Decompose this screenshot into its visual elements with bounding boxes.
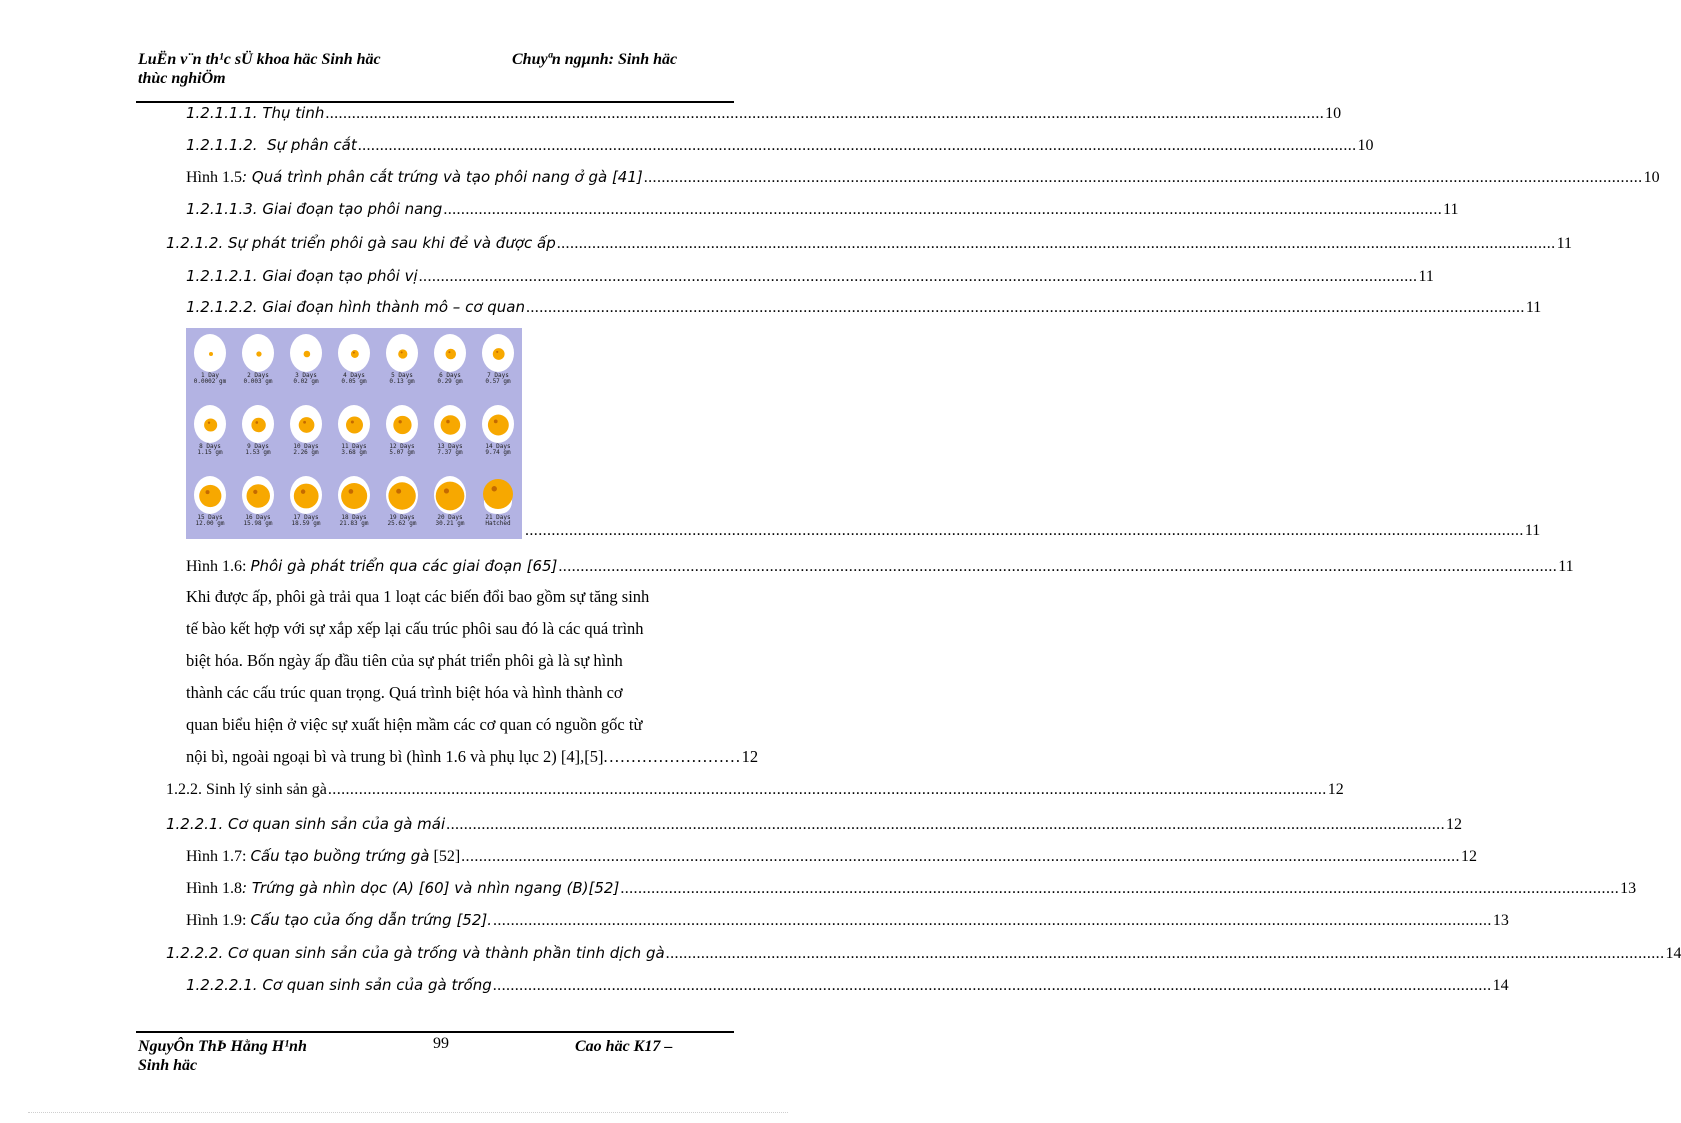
- egg-embryo-icon: [189, 332, 231, 374]
- toc-leader: [526, 297, 1525, 319]
- paragraph-line: thành các cấu trúc quan trọng. Quá trình biệt hóa và hình thành cơ: [186, 683, 623, 702]
- toc-page: 13: [1492, 912, 1509, 929]
- embryo-stage: [282, 332, 330, 402]
- stage-caption: [186, 515, 234, 527]
- header-specialty: Chuyªn ngµnh: Sinh häc: [512, 51, 678, 68]
- stage-caption: [426, 373, 474, 385]
- stage-day-label: 16 Days: [245, 514, 271, 521]
- toc-entry[interactable]: 1.2.2.1. Cơ quan sinh sản của gà mái ..... 12: [166, 813, 728, 835]
- stage-weight-label: 0.13 gm: [389, 378, 415, 385]
- embryo-stage: [426, 474, 474, 544]
- embryo-stage: [330, 474, 378, 544]
- egg-embryo-icon: [333, 332, 375, 374]
- stage-weight-label: 1.53 gm: [245, 449, 271, 456]
- egg-embryo-icon: [189, 474, 231, 516]
- toc-page: 13: [1620, 880, 1637, 897]
- toc-page: 14: [1492, 977, 1509, 994]
- stage-day-label: 1 Day: [200, 372, 220, 379]
- body-paragraph: [186, 581, 759, 773]
- embryo-stage: [186, 403, 234, 473]
- stage-weight-label: 21.83 gm: [339, 520, 369, 527]
- stage-day-label: 19 Days: [389, 514, 415, 521]
- stage-caption: [474, 373, 522, 385]
- toc-leader: [666, 943, 1665, 965]
- toc-leader: [461, 846, 1460, 868]
- toc-page: 11: [1524, 522, 1541, 539]
- embryo-stage: [330, 403, 378, 473]
- stage-day-label: 20 Days: [437, 514, 463, 521]
- egg-embryo-icon: [285, 403, 327, 445]
- egg-embryo-icon: [429, 403, 471, 445]
- stage-weight-label: 0.05 gm: [341, 378, 367, 385]
- paragraph-line: biệt hóa. Bốn ngày ấp đầu tiên của sự phát triển phôi gà là sự hình: [186, 651, 623, 670]
- stage-day-label: 8 Days: [199, 443, 221, 450]
- stage-day-label: 11 Days: [341, 443, 367, 450]
- page-number: 99: [433, 1035, 449, 1052]
- toc-leader: [525, 520, 1524, 542]
- stage-weight-label: 0.0002 gm: [193, 378, 227, 385]
- toc-leader: [358, 135, 1357, 157]
- toc-page: 10: [1643, 169, 1660, 186]
- toc-entry[interactable]: 1.2.1.2. Sự phát triển phôi gà sau khi đẻ và được ấp ..... 11: [166, 232, 728, 254]
- toc-entry[interactable]: 1.2.1.1.3. Giai đoạn tạo phôi nang ..... 11: [186, 198, 728, 220]
- footer-author-line2: Sinh häc: [138, 1057, 198, 1074]
- embryo-stage: [474, 403, 522, 473]
- stage-caption: [282, 515, 330, 527]
- toc-page: 11: [1443, 201, 1459, 218]
- embryo-stage: [330, 332, 378, 402]
- stage-day-label: 14 Days: [485, 443, 511, 450]
- embryo-stage: [426, 332, 474, 402]
- egg-embryo-icon: [333, 403, 375, 445]
- stage-weight-label: 9.74 gm: [485, 449, 511, 456]
- embryo-stage: [474, 474, 522, 544]
- footer-course: Cao häc K17 –: [575, 1038, 673, 1055]
- toc-leader: [443, 199, 1442, 221]
- footer-author-line1: NguyÔn ThÞ Hằng H¹nh: [138, 1038, 307, 1055]
- toc-leader: [493, 910, 1492, 932]
- toc-page: 12: [1327, 781, 1344, 798]
- embryo-stage: [186, 474, 234, 544]
- toc-entry[interactable]: 1.2.2.2.1. Cơ quan sinh sản của gà trống ..... 14: [186, 974, 728, 996]
- toc-leader: [644, 167, 1643, 189]
- toc-leader: [325, 103, 1324, 125]
- toc-page: 11: [1558, 558, 1574, 575]
- toc-entry[interactable]: 1.2.2. Sinh lý sinh sản gà ..... 12: [166, 779, 728, 801]
- toc-entry[interactable]: 1.2.1.2.2. Giai đoạn hình thành mô – cơ quan ..... 11: [186, 296, 728, 318]
- embryo-stage: [378, 474, 426, 544]
- embryo-stage: [474, 332, 522, 402]
- stage-day-label: 21 Days: [485, 514, 511, 521]
- toc-entry[interactable]: 1.2.2.2. Cơ quan sinh sản của gà trống và thành phần tinh dịch gà ..... 14: [166, 942, 728, 964]
- stage-caption: [282, 444, 330, 456]
- toc-page: 14: [1665, 945, 1681, 962]
- stage-weight-label: 0.02 gm: [293, 378, 319, 385]
- egg-embryo-icon: [333, 474, 375, 516]
- stage-caption: [234, 444, 282, 456]
- paragraph-line: tế bào kết hợp với sự xắp xếp lại cấu trúc phôi sau đó là các quá trình: [186, 619, 644, 638]
- stage-day-label: 7 Days: [487, 372, 509, 379]
- toc-leader: [558, 556, 1557, 578]
- stage-caption: [330, 444, 378, 456]
- stage-day-label: 5 Days: [391, 372, 413, 379]
- paragraph-last-line: nội bì, ngoài ngoại bì và trung bì (hình 1.6 và phụ lục 2) [4],[5]. …………………… 12: [186, 741, 728, 773]
- paragraph-line: quan biểu hiện ở việc sự xuất hiện mầm các cơ quan có nguồn gốc từ: [186, 715, 643, 734]
- egg-embryo-icon: [189, 403, 231, 445]
- stage-weight-label: 15.98 gm: [243, 520, 273, 527]
- stage-weight-label: 2.26 gm: [293, 449, 319, 456]
- footer-rule: [136, 1031, 734, 1033]
- stage-caption: [378, 515, 426, 527]
- embryo-stage: [378, 403, 426, 473]
- footer-author: [138, 1037, 307, 1075]
- stage-day-label: 4 Days: [343, 372, 365, 379]
- embryo-stage: [234, 403, 282, 473]
- toc-entry[interactable]: 1.2.1.2.1. Giai đoạn tạo phôi vị ..... 11: [186, 265, 728, 287]
- stage-weight-label: 0.29 gm: [437, 378, 463, 385]
- stage-day-label: 18 Days: [341, 514, 367, 521]
- embryo-stage: [234, 474, 282, 544]
- toc-page: 10: [1325, 105, 1342, 122]
- embryo-stage: [234, 332, 282, 402]
- toc-leader: [328, 779, 1327, 801]
- egg-embryo-icon: [381, 332, 423, 374]
- toc-page: 11: [1525, 299, 1542, 316]
- toc-figure-entry[interactable]: Hình 1.5: Quá trình phân cắt trứng và tạo phôi nang ở gà [41] ..... 10: [186, 166, 728, 188]
- toc-leader: [446, 814, 1445, 836]
- header-thesis-title: [138, 50, 458, 88]
- stage-caption: [282, 373, 330, 385]
- egg-embryo-icon: [429, 332, 471, 374]
- egg-embryo-icon: [381, 403, 423, 445]
- stage-weight-label: 0.57 gm: [485, 378, 511, 385]
- stage-weight-label: 1.15 gm: [197, 449, 223, 456]
- toc-figure-entry[interactable]: Hình 1.6: Phôi gà phát triển qua các giai đoạn [65] ..... 11: [186, 555, 728, 577]
- stage-caption: [330, 373, 378, 385]
- stage-day-label: 13 Days: [437, 443, 463, 450]
- toc-page: 10: [1357, 137, 1374, 154]
- toc-leader: [419, 266, 1418, 288]
- stage-caption: [378, 444, 426, 456]
- toc-figure-image-entry[interactable]: [524, 520, 1541, 542]
- embryo-development-figure: [186, 328, 522, 539]
- stage-weight-label: 18.59 gm: [291, 520, 321, 527]
- stage-caption: [234, 373, 282, 385]
- toc-page: 11: [1556, 235, 1572, 252]
- egg-embryo-icon: [477, 332, 519, 374]
- bottom-divider: [28, 1112, 788, 1113]
- header-title-line2: thùc nghiÖm: [138, 70, 226, 87]
- egg-embryo-icon: [237, 403, 279, 445]
- egg-embryo-icon: [285, 474, 327, 516]
- toc-leader: [493, 975, 1492, 997]
- egg-embryo-icon: [237, 332, 279, 374]
- embryo-stage: [426, 403, 474, 473]
- stage-weight-label: 12.00 gm: [195, 520, 225, 527]
- toc-page: 12: [1445, 816, 1462, 833]
- paragraph-line: Khi được ấp, phôi gà trải qua 1 loạt các biến đổi bao gồm sự tăng sinh: [186, 587, 650, 606]
- stage-day-label: 12 Days: [389, 443, 415, 450]
- stage-caption: [186, 444, 234, 456]
- embryo-stage: [378, 332, 426, 402]
- embryo-stage: [282, 474, 330, 544]
- embryo-stage: [186, 332, 234, 402]
- toc-figure-entry[interactable]: Hình 1.7: Cấu tạo buồng trứng gà [52] ..... 12: [186, 845, 728, 867]
- stage-weight-label: 3.68 gm: [341, 449, 367, 456]
- stage-day-label: 10 Days: [293, 443, 319, 450]
- stage-caption: [234, 515, 282, 527]
- header-title-line1: LuËn v¨n th¹c sÜ khoa häc Sinh häc: [138, 51, 381, 68]
- stage-caption: [186, 373, 234, 385]
- toc-leader: [620, 878, 1619, 900]
- stage-caption: [426, 444, 474, 456]
- egg-embryo-icon: [477, 403, 519, 445]
- stage-caption: [474, 444, 522, 456]
- stage-day-label: 17 Days: [293, 514, 319, 521]
- stage-caption: [474, 515, 522, 527]
- stage-weight-label: 7.37 gm: [437, 449, 463, 456]
- toc-leader: ……………………: [608, 747, 741, 766]
- toc-page: 12: [741, 747, 759, 766]
- stage-caption: [426, 515, 474, 527]
- toc-leader: [557, 233, 1556, 255]
- toc-page: 11: [1418, 268, 1434, 285]
- stage-day-label: 3 Days: [295, 372, 317, 379]
- stage-day-label: 2 Days: [247, 372, 269, 379]
- egg-embryo-icon: [381, 474, 423, 516]
- stage-weight-label: 0.003 gm: [243, 378, 273, 385]
- stage-weight-label: 25.62 gm: [387, 520, 417, 527]
- egg-embryo-icon: [237, 474, 279, 516]
- stage-weight-label: Hatched: [485, 520, 511, 527]
- egg-embryo-icon: [285, 332, 327, 374]
- embryo-stage: [282, 403, 330, 473]
- egg-embryo-icon: [477, 474, 519, 516]
- toc-entry[interactable]: 1.2.1.1.2. Sự phân cắt ..... 10: [186, 134, 728, 156]
- toc-figure-entry[interactable]: Hình 1.9: Cấu tạo của ống dẫn trứng [52]. ..... 13: [186, 909, 728, 931]
- toc-entry[interactable]: 1.2.1.1.1. Thụ tinh ..... 10: [186, 102, 728, 124]
- toc-page: 12: [1460, 848, 1477, 865]
- stage-day-label: 15 Days: [197, 514, 223, 521]
- stage-day-label: 9 Days: [247, 443, 269, 450]
- stage-day-label: 6 Days: [439, 372, 461, 379]
- egg-embryo-icon: [429, 474, 471, 516]
- stage-weight-label: 30.21 gm: [435, 520, 465, 527]
- toc-figure-entry[interactable]: Hình 1.8: Trứng gà nhìn dọc (A) [60] và nhìn ngang (B)[52] ..... 13: [186, 877, 728, 899]
- stage-weight-label: 5.07 gm: [389, 449, 415, 456]
- stage-caption: [330, 515, 378, 527]
- stage-caption: [378, 373, 426, 385]
